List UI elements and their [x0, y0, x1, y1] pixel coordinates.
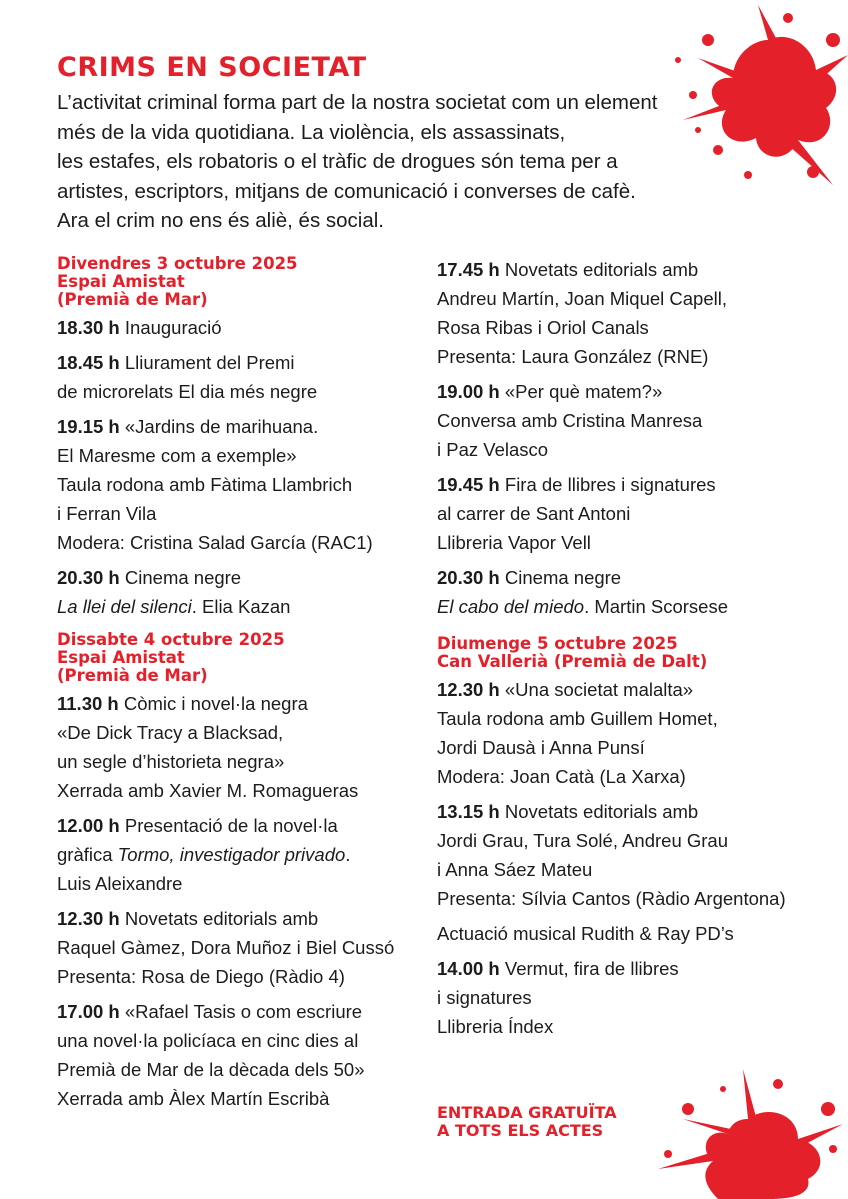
event-text: Novetats editorials amb	[119, 908, 319, 929]
day-heading	[57, 255, 417, 309]
event-item	[437, 377, 837, 464]
book-title: Tormo, investigador privado	[117, 844, 346, 865]
event-time: 20.30 h	[437, 567, 500, 588]
event-time: 12.30 h	[57, 908, 120, 929]
event-item	[437, 797, 837, 913]
event-text: i Paz Velasco	[437, 439, 549, 460]
event-text: .	[345, 844, 351, 865]
event-text: «Rafael Tasis o com escriure	[119, 1001, 363, 1022]
event-text: i Ferran Vila	[57, 503, 157, 524]
day-heading	[57, 631, 417, 685]
event-time: 18.45 h	[57, 352, 120, 373]
day-date: Divendres 3 octubre 2025	[57, 254, 298, 273]
event-text: Lliurament del Premi	[119, 352, 295, 373]
day-location: (Premià de Mar)	[57, 666, 208, 685]
day-venue: Espai Amistat	[57, 648, 185, 667]
event-text: de microrelats El dia més negre	[57, 381, 318, 402]
day-venue: Can Vallerià (Premià de Dalt)	[437, 652, 708, 671]
event-item	[57, 904, 417, 991]
event-text: gràfica	[57, 844, 118, 865]
intro-paragraph	[57, 88, 677, 236]
event-text: Premià de Mar de la dècada dels 50»	[57, 1059, 365, 1080]
event-time: 20.30 h	[57, 567, 120, 588]
event-time: 17.45 h	[437, 259, 500, 280]
page-title: CRIMS EN SOCIETAT	[57, 52, 367, 83]
event-text: «Per què matem?»	[499, 381, 663, 402]
day-sunday	[437, 635, 837, 1041]
event-item	[437, 675, 837, 791]
event-time: 19.00 h	[437, 381, 500, 402]
event-item	[437, 954, 837, 1041]
event-text: Actuació musical Rudith & Ray PD’s	[437, 923, 734, 944]
event-text: i signatures	[437, 987, 532, 1008]
event-text: Còmic i novel·la negra	[118, 693, 308, 714]
event-text: Xerrada amb Àlex Martín Escribà	[57, 1088, 330, 1109]
event-time: 17.00 h	[57, 1001, 120, 1022]
intro-line: Ara el crim no ens és aliè, és social.	[57, 209, 384, 232]
event-text: Fira de llibres i signatures	[499, 474, 716, 495]
event-text: una novel·la policíaca en cinc dies al	[57, 1030, 359, 1051]
day-venue: Espai Amistat	[57, 272, 185, 291]
event-text: Taula rodona amb Fàtima Llambrich	[57, 474, 353, 495]
schedule-right-column	[437, 255, 837, 1049]
event-item	[57, 997, 417, 1113]
event-text: «Jardins de marihuana.	[119, 416, 319, 437]
event-time: 12.00 h	[57, 815, 120, 836]
intro-line: les estafes, els robatoris o el tràfic de drogues són tema per a	[57, 150, 618, 173]
event-time: 11.30 h	[57, 693, 119, 714]
event-item	[437, 470, 837, 557]
day-friday-continued	[437, 255, 837, 621]
event-text: Luis Aleixandre	[57, 873, 183, 894]
blood-splatter-icon	[628, 1049, 848, 1199]
event-text: Andreu Martín, Joan Miquel Capell,	[437, 288, 727, 309]
intro-line: L’activitat criminal forma part de la nostra societat com un element	[57, 91, 658, 114]
film-director: . Martin Scorsese	[584, 596, 728, 617]
event-item	[57, 563, 417, 621]
event-text: Modera: Cristina Salad García (RAC1)	[57, 532, 373, 553]
free-entry-line: ENTRADA GRATUÏTA	[437, 1103, 617, 1122]
intro-line: més de la vida quotidiana. La violència, els assassinats,	[57, 120, 566, 144]
free-entry-notice	[437, 1104, 617, 1140]
free-entry-line: A TOTS ELS ACTES	[437, 1121, 604, 1140]
event-time: 14.00 h	[437, 958, 500, 979]
event-text: Vermut, fira de llibres	[499, 958, 679, 979]
event-time: 18.30 h	[57, 317, 120, 338]
event-text: El Maresme com a exemple»	[57, 445, 297, 466]
event-text: Xerrada amb Xavier M. Romagueras	[57, 780, 359, 801]
event-text: Presenta: Rosa de Diego (Ràdio 4)	[57, 966, 345, 987]
event-item	[57, 348, 417, 406]
event-text: Llibreria Vapor Vell	[437, 532, 591, 553]
event-text: i Anna Sáez Mateu	[437, 859, 593, 880]
event-time: 12.30 h	[437, 679, 500, 700]
intro-line: artistes, escriptors, mitjans de comunicació i converses de cafè.	[57, 179, 636, 203]
event-text: Presenta: Sílvia Cantos (Ràdio Argentona)	[437, 888, 786, 909]
film-director: . Elia Kazan	[191, 596, 291, 617]
event-text: «Una societat malalta»	[499, 679, 694, 700]
event-text: Presentació de la novel·la	[119, 815, 338, 836]
event-item	[57, 811, 417, 898]
event-text: Jordi Dausà i Anna Punsí	[437, 737, 645, 758]
day-friday	[57, 255, 417, 621]
event-text: Jordi Grau, Tura Solé, Andreu Grau	[437, 830, 729, 851]
event-text: Llibreria Índex	[437, 1016, 554, 1037]
schedule-left-column	[57, 255, 417, 1121]
event-text: Cinema negre	[119, 567, 242, 588]
day-saturday	[57, 631, 417, 1113]
event-text: Taula rodona amb Guillem Homet,	[437, 708, 718, 729]
event-text: Novetats editorials amb	[499, 801, 699, 822]
event-text: Modera: Joan Catà (La Xarxa)	[437, 766, 686, 787]
film-title: El cabo del miedo	[437, 596, 585, 617]
event-item	[437, 563, 837, 621]
day-date: Diumenge 5 octubre 2025	[437, 634, 678, 653]
event-time: 19.45 h	[437, 474, 500, 495]
event-time: 19.15 h	[57, 416, 120, 437]
day-location: (Premià de Mar)	[57, 290, 208, 309]
event-text: Inauguració	[119, 317, 222, 338]
day-heading	[437, 635, 837, 671]
event-item	[437, 919, 837, 948]
event-text: Raquel Gàmez, Dora Muñoz i Biel Cussó	[57, 937, 395, 958]
event-text: un segle d’historieta negra»	[57, 751, 285, 772]
event-text: Rosa Ribas i Oriol Canals	[437, 317, 649, 338]
film-title: La llei del silenci	[57, 596, 192, 617]
event-text: «De Dick Tracy a Blacksad,	[57, 722, 284, 743]
event-text: Novetats editorials amb	[499, 259, 699, 280]
event-text: al carrer de Sant Antoni	[437, 503, 631, 524]
event-time: 13.15 h	[437, 801, 500, 822]
event-item	[57, 313, 417, 342]
event-item	[57, 412, 417, 557]
event-item	[437, 255, 837, 371]
event-item	[57, 689, 417, 805]
event-text: Presenta: Laura González (RNE)	[437, 346, 709, 367]
event-text: Conversa amb Cristina Manresa	[437, 410, 703, 431]
event-text: Cinema negre	[499, 567, 622, 588]
day-date: Dissabte 4 octubre 2025	[57, 630, 285, 649]
